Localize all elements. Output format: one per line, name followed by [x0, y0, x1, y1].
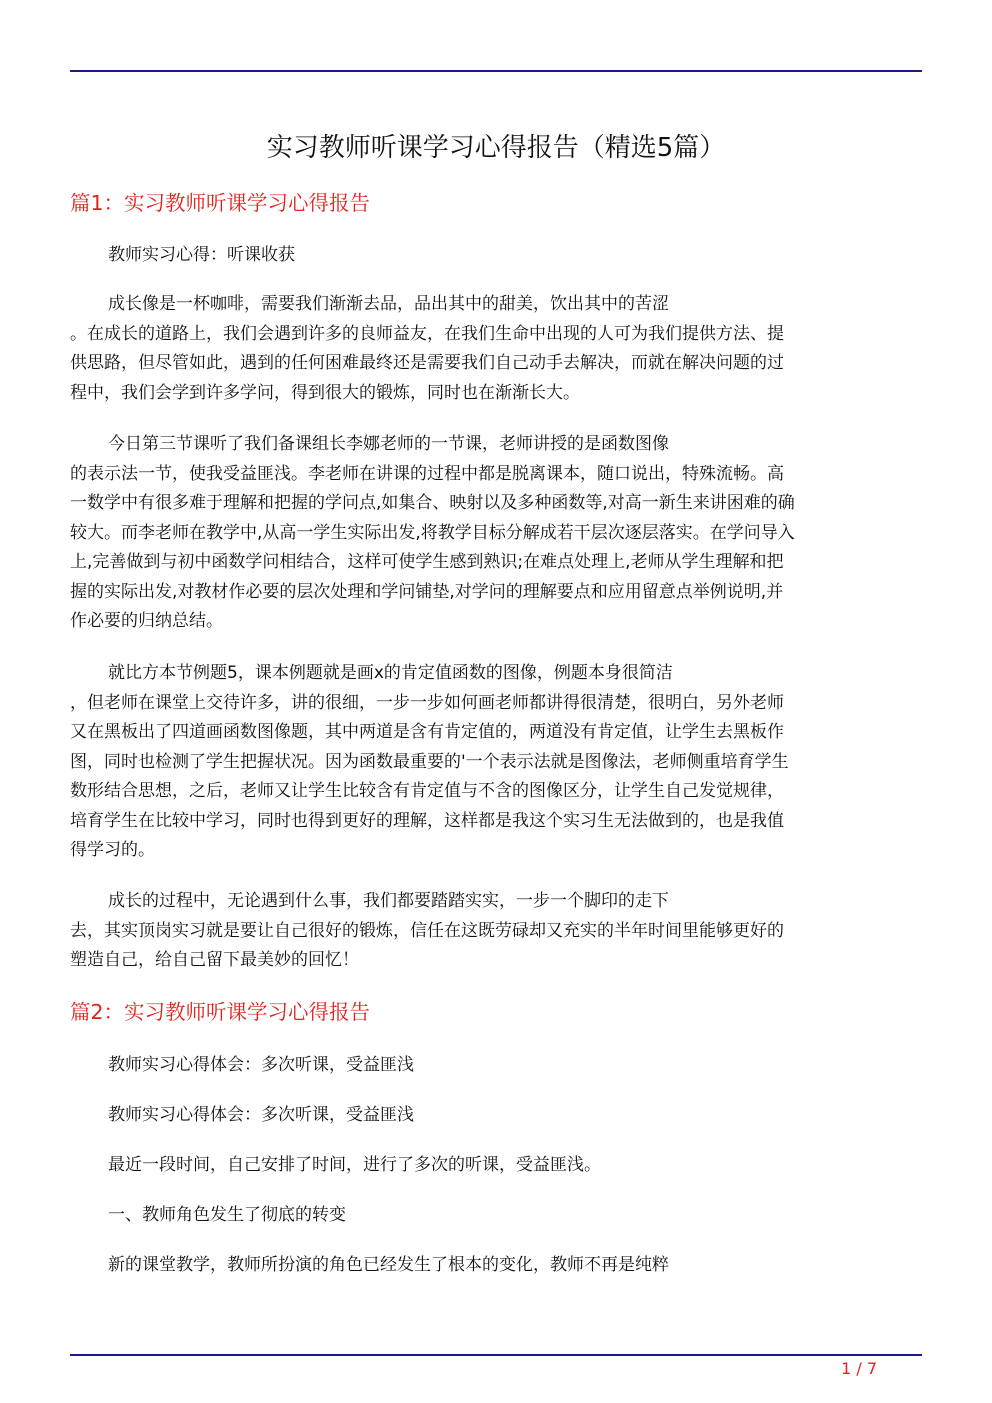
text-line: 培育学生在比较中学习，同时也得到更好的理解，这样都是我这个实习生无法做到的，也是我值 — [70, 810, 784, 831]
text-line: 得学习的。 — [70, 840, 155, 860]
footer-rule — [70, 1354, 922, 1356]
section-1-paragraph-5 — [70, 887, 922, 976]
text-line: 新的课堂教学，教师所扮演的角色已经发生了根本的变化，教师不再是纯粹 — [108, 1255, 669, 1275]
text-line: 的表示法一节，使我受益匪浅。李老师在讲课的过程中都是脱离课本，随口说出，特殊流畅。高 — [70, 463, 784, 484]
text-line: 图，同时也检测了学生把握状况。因为函数最重要的'一个表示法就是图像法，老师侧重培育学生 — [70, 751, 789, 772]
header-rule — [70, 70, 922, 72]
section-1-paragraph-1 — [70, 241, 922, 271]
section-2-paragraph-1 — [70, 1051, 922, 1081]
text-line: 数形结合思想，之后，老师又让学生比较含有肯定值与不含的图像区分，让学生自己发觉规律， — [70, 781, 784, 801]
section-2-paragraph-4 — [70, 1201, 922, 1231]
section-2-heading: 篇2：实习教师听课学习心得报告 — [70, 1000, 371, 1024]
section-2-paragraph-3 — [70, 1151, 922, 1181]
text-line: 一数学中有很多难于理解和把握的学问点,如集合、映射以及多种函数等,对高一新生来讲困难的确 — [70, 493, 795, 513]
text-line: 上,完善做到与初中函数学问相结合，这样可使学生感到熟识;在难点处理上,老师从学生理解和把 — [70, 552, 784, 572]
text-line: ，但老师在课堂上交待许多，讲的很细，一步一步如何画老师都讲得很清楚，很明白，另外老师 — [70, 692, 784, 713]
section-1-paragraph-4 — [70, 659, 922, 866]
text-line: 教师实习心得体会：多次听课，受益匪浅 — [108, 1105, 414, 1125]
text-line: 程中，我们会学到许多学问，得到很大的锻炼，同时也在渐渐长大。 — [70, 382, 580, 403]
text-line: 又在黑板出了四道画函数图像题，其中两道是含有肯定值的，两道没有肯定值，让学生去黑板作 — [70, 722, 784, 742]
section-2-paragraph-5 — [70, 1251, 922, 1281]
document-title: 实习教师听课学习心得报告（精选5篇） — [266, 133, 726, 163]
text-line: 塑造自己，给自己留下最美妙的回忆！ — [70, 950, 359, 970]
text-line: 供思路，但尽管如此，遇到的任何困难最终还是需要我们自己动手去解决，而就在解决问题的过 — [70, 353, 784, 373]
text-line: 教师实习心得体会：多次听课，受益匪浅 — [108, 1055, 414, 1075]
text-line: 今日第三节课听了我们备课组长李娜老师的一节课，老师讲授的是函数图像 — [108, 434, 669, 454]
text-line: 握的实际出发,对教材作必要的层次处理和学问铺垫,对学问的理解要点和应用留意点举例说明,并 — [70, 581, 784, 602]
text-line: 作必要的归纳总结。 — [70, 611, 223, 631]
section-1-heading: 篇1：实习教师听课学习心得报告 — [70, 191, 371, 215]
text-line: 最近一段时间，自己安排了时间，进行了多次的听课，受益匪浅。 — [108, 1155, 601, 1175]
section-2-paragraph-2 — [70, 1101, 922, 1131]
text-line: 。在成长的道路上，我们会遇到许多的良师益友，在我们生命中出现的人可为我们提供方法、提 — [70, 323, 784, 344]
text-line: 一、教师角色发生了彻底的转变 — [108, 1205, 346, 1225]
text-line: 较大。而李老师在教学中,从高一学生实际出发,将教学目标分解成若干层次逐层落实。在学问导入 — [70, 522, 795, 543]
text-line: 去，其实顶岗实习就是要让自己很好的锻炼，信任在这既劳碌却又充实的半年时间里能够更好的 — [70, 920, 784, 941]
section-1-paragraph-3 — [70, 430, 922, 637]
text-line: 教师实习心得：听课收获 — [108, 245, 295, 265]
page-number: 1 / 7 — [841, 1359, 877, 1378]
text-line: 成长像是一杯咖啡，需要我们渐渐去品，品出其中的甜美，饮出其中的苦涩 — [108, 294, 669, 314]
section-1-paragraph-2 — [70, 290, 922, 408]
text-line: 就比方本节例题5，课本例题就是画x的肯定值函数的图像，例题本身很简洁 — [108, 663, 673, 683]
text-line: 成长的过程中，无论遇到什么事，我们都要踏踏实实，一步一个脚印的走下 — [108, 891, 669, 911]
